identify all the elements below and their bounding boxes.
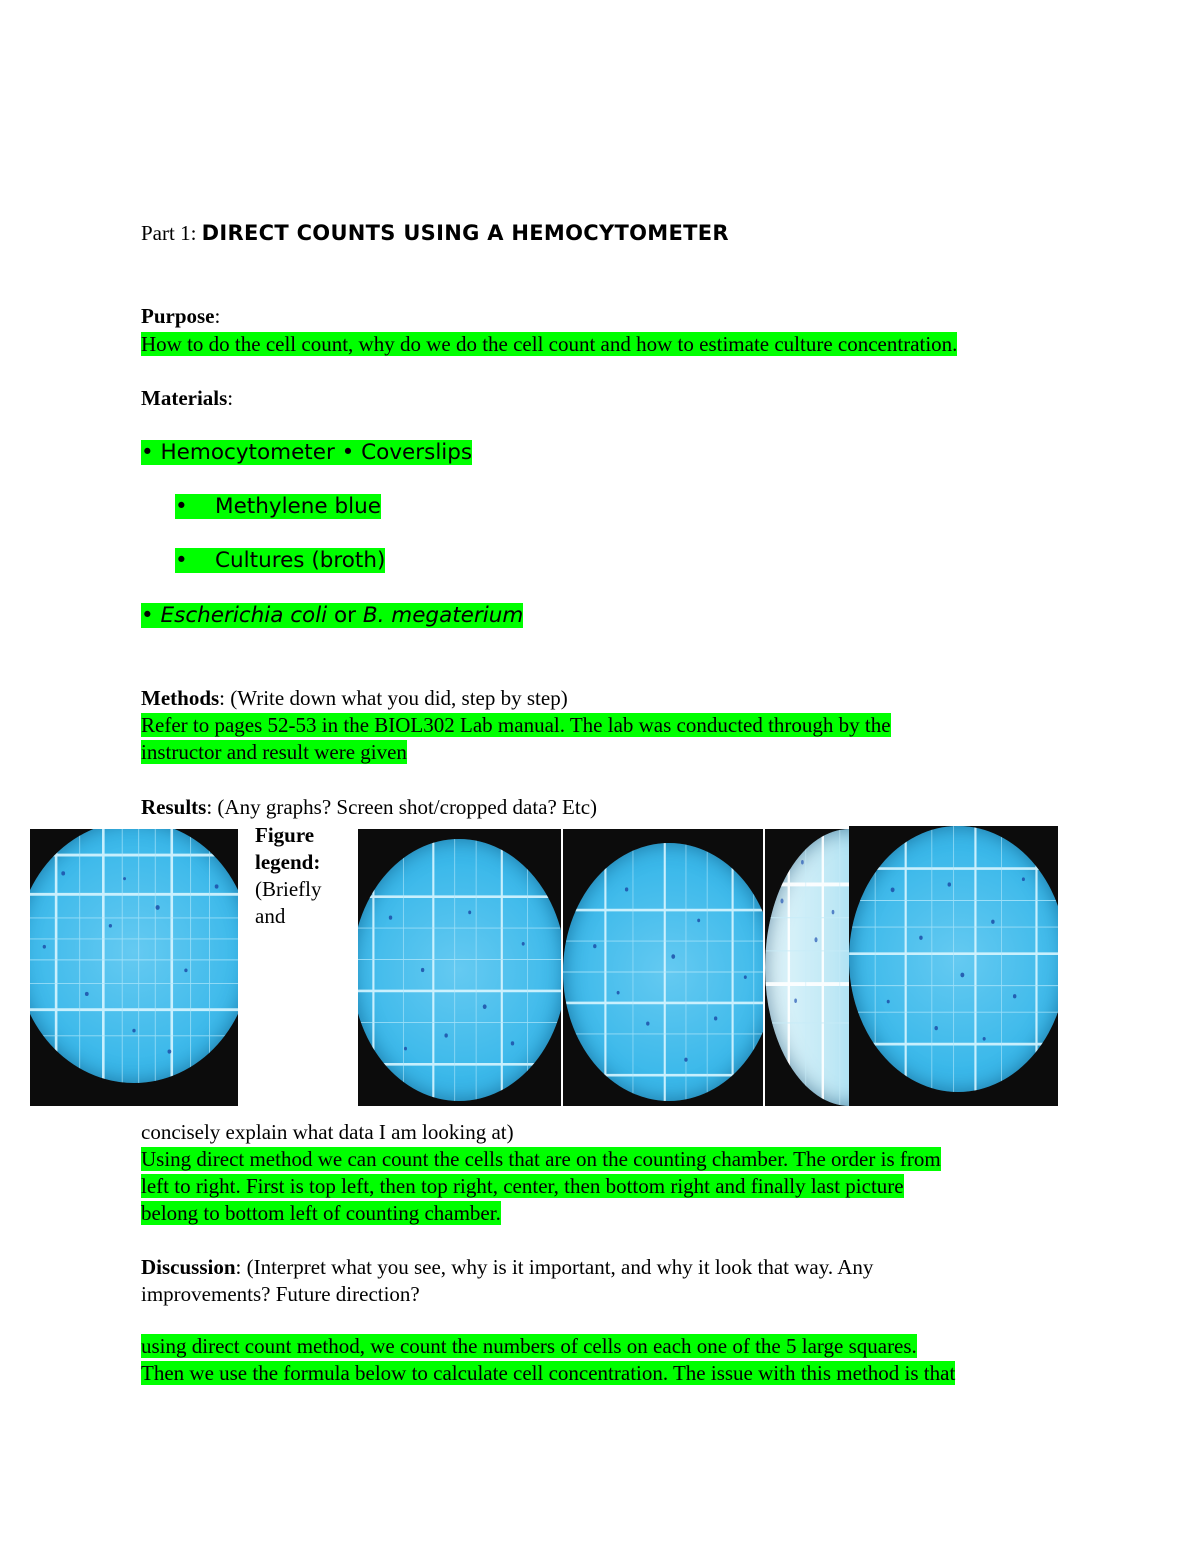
materials-line-1 <box>141 439 472 466</box>
methods-heading: Methods <box>141 686 220 710</box>
micrograph-bottom-left <box>849 826 1058 1106</box>
discussion-text-1: using direct count method, we count the numbers of cells on each one of the 5 large squares. <box>141 1334 917 1358</box>
results-text-3: belong to bottom left of counting chamber. <box>141 1201 501 1225</box>
materials-item-methylene-blue: Methylene blue <box>215 494 381 519</box>
legend-line-3: (Briefly <box>255 877 322 901</box>
species-e-coli: Escherichia coli <box>160 603 328 628</box>
hemocytometer-grid-5 <box>849 826 1058 1092</box>
results-heading-line <box>141 794 597 821</box>
legend-continuation: concisely explain what data I am looking at) <box>141 1120 514 1144</box>
discussion-heading-line <box>141 1254 873 1281</box>
micrograph-bottom-right <box>765 829 849 1106</box>
results-heading: Results <box>141 795 207 819</box>
species-b-megaterium: B. megaterium <box>362 603 524 628</box>
discussion-text-line-2 <box>141 1360 955 1387</box>
discussion-text-line-1 <box>141 1333 917 1360</box>
materials-item-organisms: • Escherichia coli or B. megaterium <box>141 603 524 628</box>
hemocytometer-grid-3 <box>563 843 763 1101</box>
materials-colon: : <box>227 386 234 410</box>
materials-item-cultures: Cultures (broth) <box>215 548 386 573</box>
purpose-text: How to do the cell count, why do we do the cell count and how to estimate culture concentration. <box>141 332 958 356</box>
discussion-prompt-1: : (Interpret what you see, why is it important, and why it look that way. Any <box>235 1255 874 1279</box>
discussion-prompt-line-2 <box>141 1281 420 1308</box>
methods-text-line-2 <box>141 739 407 766</box>
methods-text-1: Refer to pages 52-53 in the BIOL302 Lab manual. The lab was conducted through by the <box>141 713 891 737</box>
legend-line-4: and <box>255 904 286 928</box>
materials-bullet-2: • Methylene blue <box>175 494 381 519</box>
part-label: Part 1: <box>141 221 202 245</box>
legend-continuation-line <box>141 1119 514 1146</box>
materials-heading: Materials <box>141 386 228 410</box>
purpose-heading-line <box>141 303 220 330</box>
micrograph-top-left <box>30 829 238 1106</box>
discussion-prompt-2: improvements? Future direction? <box>141 1282 420 1306</box>
materials-bullet-3: • Cultures (broth) <box>175 548 386 573</box>
purpose-text-line <box>141 331 957 358</box>
materials-item-hemocytometer-coverslips: • Hemocytometer • Coverslips <box>141 440 473 465</box>
discussion-heading: Discussion <box>141 1255 236 1279</box>
purpose-colon: : <box>214 304 221 328</box>
materials-line-4 <box>141 602 523 629</box>
results-text-line-3 <box>141 1200 501 1227</box>
purpose-heading: Purpose <box>141 304 215 328</box>
methods-prompt: : (Write down what you did, step by step) <box>219 686 568 710</box>
materials-line-2 <box>175 493 381 520</box>
hemocytometer-grid-4 <box>765 829 849 1106</box>
results-text-line-2 <box>141 1173 904 1200</box>
results-prompt: : (Any graphs? Screen shot/cropped data? Etc) <box>206 795 598 819</box>
micrograph-center <box>563 829 763 1106</box>
methods-text-line-1 <box>141 712 891 739</box>
legend-line-2: legend: <box>255 850 321 874</box>
discussion-text-2: Then we use the formula below to calculate cell concentration. The issue with this method is that <box>141 1361 956 1385</box>
hemocytometer-grid-1 <box>30 829 238 1083</box>
figure-legend <box>255 822 345 930</box>
legend-line-1: Figure <box>255 823 315 847</box>
hemocytometer-grid-2 <box>358 839 561 1101</box>
results-text-2: left to right. First is top left, then top right, center, then bottom right and finally last picture <box>141 1174 904 1198</box>
results-text-1: Using direct method we can count the cells that are on the counting chamber. The order is from <box>141 1147 941 1171</box>
micrograph-top-right <box>358 829 561 1106</box>
methods-heading-line <box>141 685 568 712</box>
results-text-line-1 <box>141 1146 941 1173</box>
part-title <box>141 220 729 247</box>
materials-heading-line <box>141 385 233 412</box>
section-title: DIRECT COUNTS USING A HEMOCYTOMETER <box>201 221 729 245</box>
methods-text-2: instructor and result were given <box>141 740 407 764</box>
materials-line-3 <box>175 547 385 574</box>
